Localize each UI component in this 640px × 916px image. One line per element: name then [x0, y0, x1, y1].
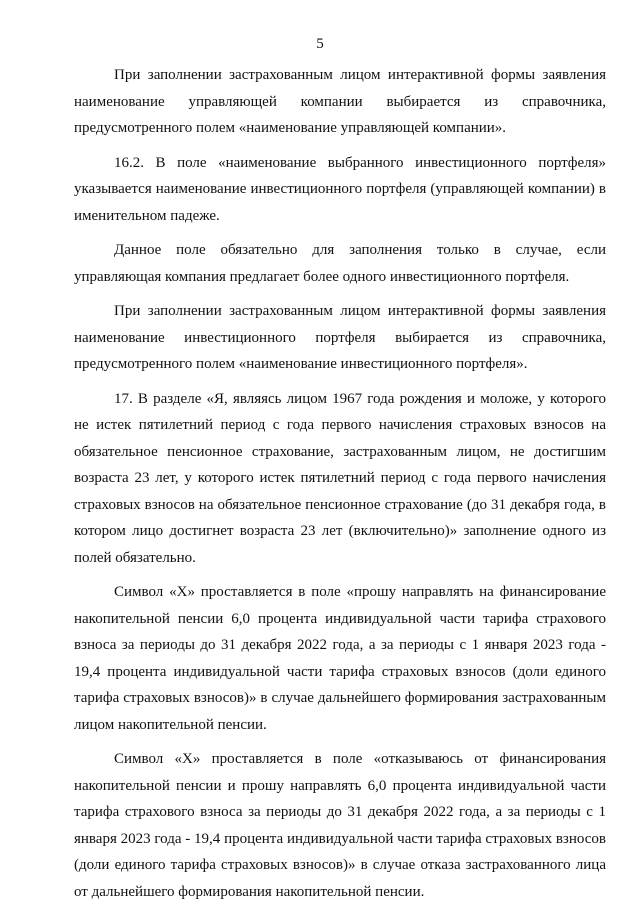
- paragraph-4: При заполнении застрахованным лицом интерактивной формы заявления наименование инвестиционного портфеля выбирается из справочника, предусмотренного полем «наименование инвестиционного портфеля».: [74, 303, 606, 372]
- paragraph-17: 17. В разделе «Я, являясь лицом 1967 года рождения и моложе, у которого не истек пятилетний период с года первого начисления страховых взносов на обязательное пенсионное страхование, застрахованным лицом, не достигшим возраста 23 лет, у которого истек пятилетний период с года первого начисления страховых взносов на обязательное пенсионное страхование (до 31 декабря года, в котором лицо достигнет возраста 23 лет (включительно)» заполнение одного из полей обязательно.: [74, 390, 606, 566]
- document-body: [74, 62, 606, 913]
- paragraph-16-2: 16.2. В поле «наименование выбранного инвестиционного портфеля» указывается наименование инвестиционного портфеля (управляющей компании) в именительном падеже.: [74, 154, 606, 224]
- paragraph-7: Символ «Х» проставляется в поле «отказываюсь от финансирования накопительной пенсии и прошу направлять 6,0 процента индивидуальной части тарифа страхового взноса за периоды до 31 декабря 2022 года, а за периоды с 1 января 2023 года - 19,4 процента индивидуальной части тарифа страховых взносов (доли единого тарифа страховых взносов)» в случае отказа застрахованного лица от дальнейшего формирования накопительной пенсии.: [74, 751, 606, 900]
- page-number: 5: [316, 36, 324, 52]
- paragraph-6: Символ «Х» проставляется в поле «прошу направлять на финансирование накопительной пенсии 6,0 процента индивидуальной части тарифа страхового взноса за периоды до 31 декабря 2022 года, а за периоды с 1 января 2023 года - 19,4 процента индивидуальной части тарифа страховых взносов (доли единого тарифа страховых взносов)» в случае дальнейшего формирования застрахованным лицом накопительной пенсии.: [74, 584, 606, 733]
- paragraph-1: При заполнении застрахованным лицом интерактивной формы заявления наименование управляющей компании выбирается из справочника, предусмотренного полем «наименование управляющей компании».: [74, 67, 606, 136]
- paragraph-3: Данное поле обязательно для заполнения только в случае, если управляющая компания предлагает более одного инвестиционного портфеля.: [74, 242, 606, 285]
